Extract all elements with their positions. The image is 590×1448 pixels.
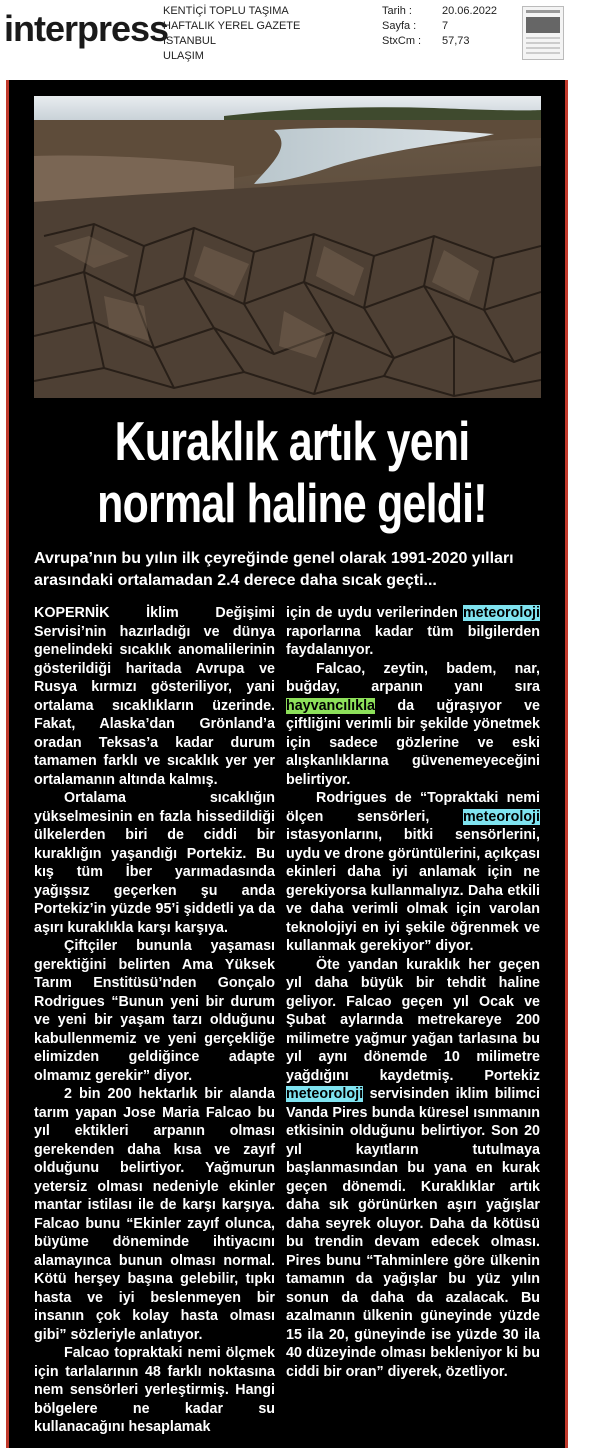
keyword-highlight: meteoroloji [462, 605, 540, 621]
meta-key: Tarih : [382, 5, 412, 17]
paragraph: Ortalama sıcaklığın yükselmesinin en fazla hissedildiği ülkelerden biri de ciddi bir kuraklığın yaşandığı Portekiz. Bu kış tüm İber yarımadasında yağışsız geçerken şu anda Portekiz’in yüzde 95’i şiddetli ya da aşırı kuraklıkla karşı karşıya. [34, 790, 275, 936]
text-run: istasyonlarını, bitki sensörlerini, uydu ve drone görüntülerini, açıkçası ekinleri daha iyi anlamak için ne gerekiyorsa kullanmalıyız. Daha etkili ve daha verimli olmak için varolan teknolojiyi en iyi şekile öğrenmek ve kullanmak gerekiyor” diyor. [286, 827, 540, 954]
paragraph: Falcao topraktaki nemi ölçmek için tarlalarının 48 farklı noktasına nem sensörleri yerleştirmiş. Hangi bölgelere ne kadar su kullanacağını hesaplamak [34, 1345, 275, 1435]
text-run: servisinden iklim bilimci Vanda Pires bunda küresel ısınmanın etkisinin olduğunu belirtiyor. Son 20 yıl kayıtların tutulmaya başlanmasından bu yana en kurak geçen dönemdi. Kuraklıklar artık daha sık görünürken aşırı yağışlar daha seyrek oluyor. Daha da kötüsü bu trendin devam edecek olması. Pires bunu “Tahminlere göre ülkenin tamamın da yağışlar bu yüz yılın sonun da daha da azalacak. Bu azalmanın ülkenin güneyinde yüzde 15 ila 20, güneyinde ise yüzde 30 ila 40 düzeyinde olması bekleniyor ki bu ciddi bir oran” diyerek, özetliyor. [286, 1086, 540, 1380]
text-run: raporlarına kadar tüm bilgilerden faydalanıyor. [286, 623, 540, 658]
meta-row-date [382, 4, 497, 19]
text-run: Rodrigues de “Topraktaki nemi ölçen sensörleri, [286, 790, 540, 825]
meta-key: StxCm : [382, 35, 422, 47]
article-column-2 [286, 604, 540, 1381]
meta-key: Sayfa : [382, 20, 417, 32]
paragraph [286, 956, 540, 1382]
headline-line: Kuraklık artık yeni [114, 410, 470, 472]
headline-line: normal haline geldi! [97, 472, 487, 534]
clipping-header [0, 0, 590, 78]
keyword-highlight: hayvancılıkla [286, 697, 376, 714]
meta-row-stxcm [382, 34, 497, 49]
interpress-logo [4, 8, 168, 50]
publication-info-line: ULAŞIM [163, 50, 204, 62]
keyword-highlight: meteoroloji [462, 808, 540, 825]
article-standfirst: Avrupa’nın bu yılın ilk çeyreğinde genel olarak 1991-2020 yılları arasındaki ortalamadan 2.4 derece daha sıcak geçti... [34, 550, 514, 589]
logo-text: interpress [4, 8, 169, 49]
article-column-1 [34, 604, 275, 1437]
publication-info [163, 4, 300, 64]
text-run: da uğraşıyor ve çiftliğini verimli bir şekilde yönetmek için sadece gözlerine ve eski alışkanlıklarına güvenemeyeceğini belirtiyor. [286, 697, 540, 788]
clipping-meta [382, 4, 497, 49]
paragraph [286, 604, 540, 660]
text-run: için de uydu verilerinden [286, 605, 463, 621]
page-thumbnail[interactable] [522, 6, 564, 60]
publication-info-line: KENTİÇİ TOPLU TAŞIMA [163, 5, 289, 17]
paragraph: Çiftçiler bununla yaşaması gerektiğini belirten Ama Yüksek Tarım Enstitüsü’nden Gonçalo Rodrigues “Bunun yeni bir durum ve yeni bir yaşam tarzı olduğunu kabullenmemiz ve yeni gerçekliğe elimizden geldiğince adapte olmamız gerekir” diyor. [34, 938, 275, 1084]
paragraph [286, 660, 540, 790]
publication-info-line: İSTANBUL [163, 35, 216, 47]
drought-photo [34, 96, 541, 398]
meta-value: 57,73 [442, 35, 470, 47]
article-headline [74, 410, 511, 534]
keyword-highlight: meteoroloji [286, 1086, 364, 1102]
text-run: Falcao, zeytin, badem, nar, buğday, arpanın yanı sıra [286, 660, 540, 695]
meta-value: 20.06.2022 [442, 5, 498, 17]
meta-value: 7 [442, 20, 449, 32]
paragraph: KOPERNİK İklim Değişimi Servisi’nin hazırladığı ve dünya genelindeki sıcaklık anomalilerinin gösterildiği haritada Avrupa ve Rusya kırmızı gösteriliyor, yani ortalama sıcaklıkların üzerinde. Fakat, Alaska’dan Grönland’a oradan Teksas’a kadar durum tamamen farklı ve sıcaklık yer yer ortalamanın altında kalmış. [34, 605, 275, 788]
publication-info-line: HAFTALIK YEREL GAZETE [163, 20, 301, 32]
paragraph [286, 789, 540, 956]
text-run: Öte yandan kuraklık her geçen yıl daha büyük bir tehdit haline geliyor. Falcao geçen yıl Ocak ve Şubat aylarında metrekareye 200 milimetre yağmur yağan tarlasına bu yıl aynı dönemde 10 milimetre yağdığını kaydetmiş. Portekiz [286, 956, 540, 1084]
meta-row-page [382, 19, 497, 34]
paragraph: 2 bin 200 hektarlık bir alanda tarım yapan Jose Maria Falcao bu yıl ektikleri arpanın olması gerekenden daha kısa ve zayıf olduğunu belirtiyor. Yağmurun yetersiz olması nedeniyle ekinler mantar istilası ile de karşı karşıya. Falcao bunu “Ekinler zayıf olunca, büyüme döneminde ihtiyacını alamayınca bunun olması normal. Kötü herşey başına gelebilir, tıpkı hasta ve iyi beslenmeyen bir insanın çok kolay hasta olması gibi” sözleriyle anlatıyor. [34, 1086, 275, 1343]
